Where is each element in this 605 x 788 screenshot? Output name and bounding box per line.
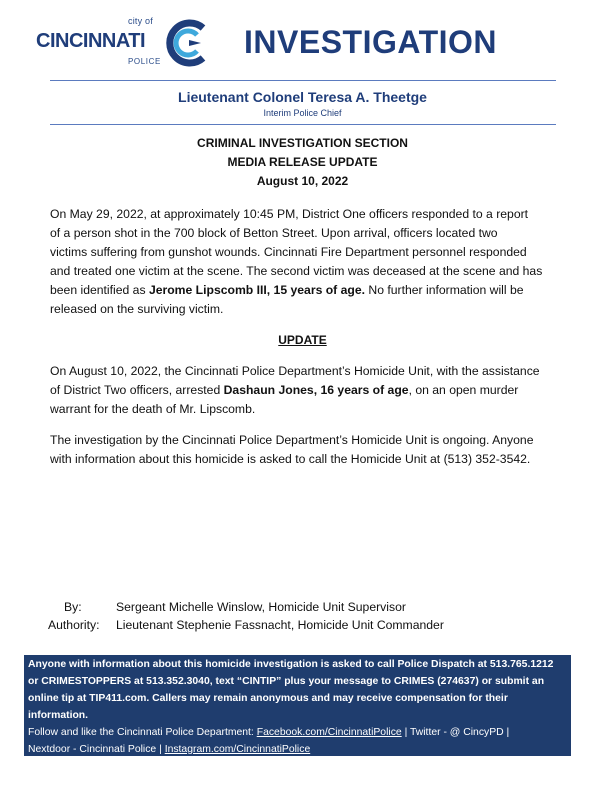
footer-line: information.: [28, 710, 89, 721]
paragraph-line: and treated one victim at the scene. The second victim was deceased at the scene and has: [50, 264, 543, 278]
facebook-link[interactable]: Facebook.com/CincinnatiPolice: [256, 727, 402, 738]
paragraph-line: released on the surviving victim.: [50, 302, 224, 316]
paragraph-line: [50, 381, 560, 400]
update-heading: UPDATE: [278, 333, 327, 347]
paragraph-line: On August 10, 2022, the Cincinnati Police Department’s Homicide Unit, with the assistance: [50, 364, 540, 378]
by-label: By:: [64, 600, 82, 614]
section-title: CRIMINAL INVESTIGATION SECTION: [197, 136, 408, 150]
footer-tip-box: [24, 655, 571, 756]
release-type: MEDIA RELEASE UPDATE: [227, 155, 378, 169]
logo-police: POLICE: [128, 57, 161, 66]
chief-title: Interim Police Chief: [263, 108, 342, 118]
logo-cincinnati: CINCINNATI: [36, 30, 146, 52]
incident-paragraph: [50, 205, 560, 319]
by-value: Sergeant Michelle Winslow, Homicide Unit Supervisor: [116, 600, 406, 614]
footer-line: or CRIMESTOPPERS at 513.352.3040, text “CINTIP” plus your message to CRIMES (274637) or submit an: [28, 676, 545, 687]
twitter-text: | Twitter - @ CincyPD |: [401, 727, 510, 738]
header-divider-bottom: [50, 124, 556, 125]
authority-label: Authority:: [48, 618, 100, 632]
paragraph-text: of District Two officers, arrested: [50, 383, 224, 397]
paragraph-line: warrant for the death of Mr. Lipscomb.: [50, 402, 256, 416]
footer-follow-line: [28, 724, 567, 741]
footer-follow-line: [28, 741, 567, 758]
authority-value: Lieutenant Stephenie Fassnacht, Homicide Unit Commander: [116, 618, 444, 632]
paragraph-line: On May 29, 2022, at approximately 10:45 PM, District One officers responded to a report: [50, 207, 529, 221]
instagram-link[interactable]: Instagram.com/CincinnatiPolice: [164, 744, 311, 755]
page-headline: INVESTIGATION: [244, 24, 498, 60]
logo-city-of: city of: [128, 16, 153, 26]
city-c-logo-icon: [163, 18, 211, 68]
paragraph-line: The investigation by the Cincinnati Police Department’s Homicide Unit is ongoing. Anyone: [50, 433, 534, 447]
release-date: August 10, 2022: [256, 174, 349, 188]
footer-line: Anyone with information about this homicide investigation is asked to call Police Dispatch at 513.765.1212: [28, 659, 554, 670]
suspect-name: Dashaun Jones, 16 years of age: [223, 383, 409, 397]
header-divider-top: [50, 80, 556, 81]
update-paragraph: [50, 362, 560, 419]
paragraph-line: victims suffering from gunshot wounds. Cincinnati Fire Department personnel responded: [50, 245, 527, 259]
paragraph-line: with information about this homicide is asked to call the Homicide Unit at (513) 352-3542.: [50, 452, 531, 466]
cincinnati-police-logo: [36, 16, 226, 72]
contact-paragraph: [50, 431, 560, 469]
paragraph-text: been identified as: [50, 283, 149, 297]
footer-line: online tip at TIP411.com. Callers may remain anonymous and may receive compensation for their: [28, 693, 508, 704]
chief-name: Lieutenant Colonel Teresa A. Theetge: [178, 89, 427, 105]
paragraph-line: of a person shot in the 700 block of Betton Street. Upon arrival, officers located two: [50, 226, 498, 240]
follow-text: Follow and like the Cincinnati Police Department:: [28, 727, 257, 738]
paragraph-line: [50, 281, 560, 300]
nextdoor-text: Nextdoor - Cincinnati Police |: [28, 744, 165, 755]
paragraph-text: No further information will be: [365, 283, 524, 297]
victim-name: Jerome Lipscomb III, 15 years of age.: [148, 283, 366, 297]
paragraph-text: , on an open murder: [408, 383, 519, 397]
